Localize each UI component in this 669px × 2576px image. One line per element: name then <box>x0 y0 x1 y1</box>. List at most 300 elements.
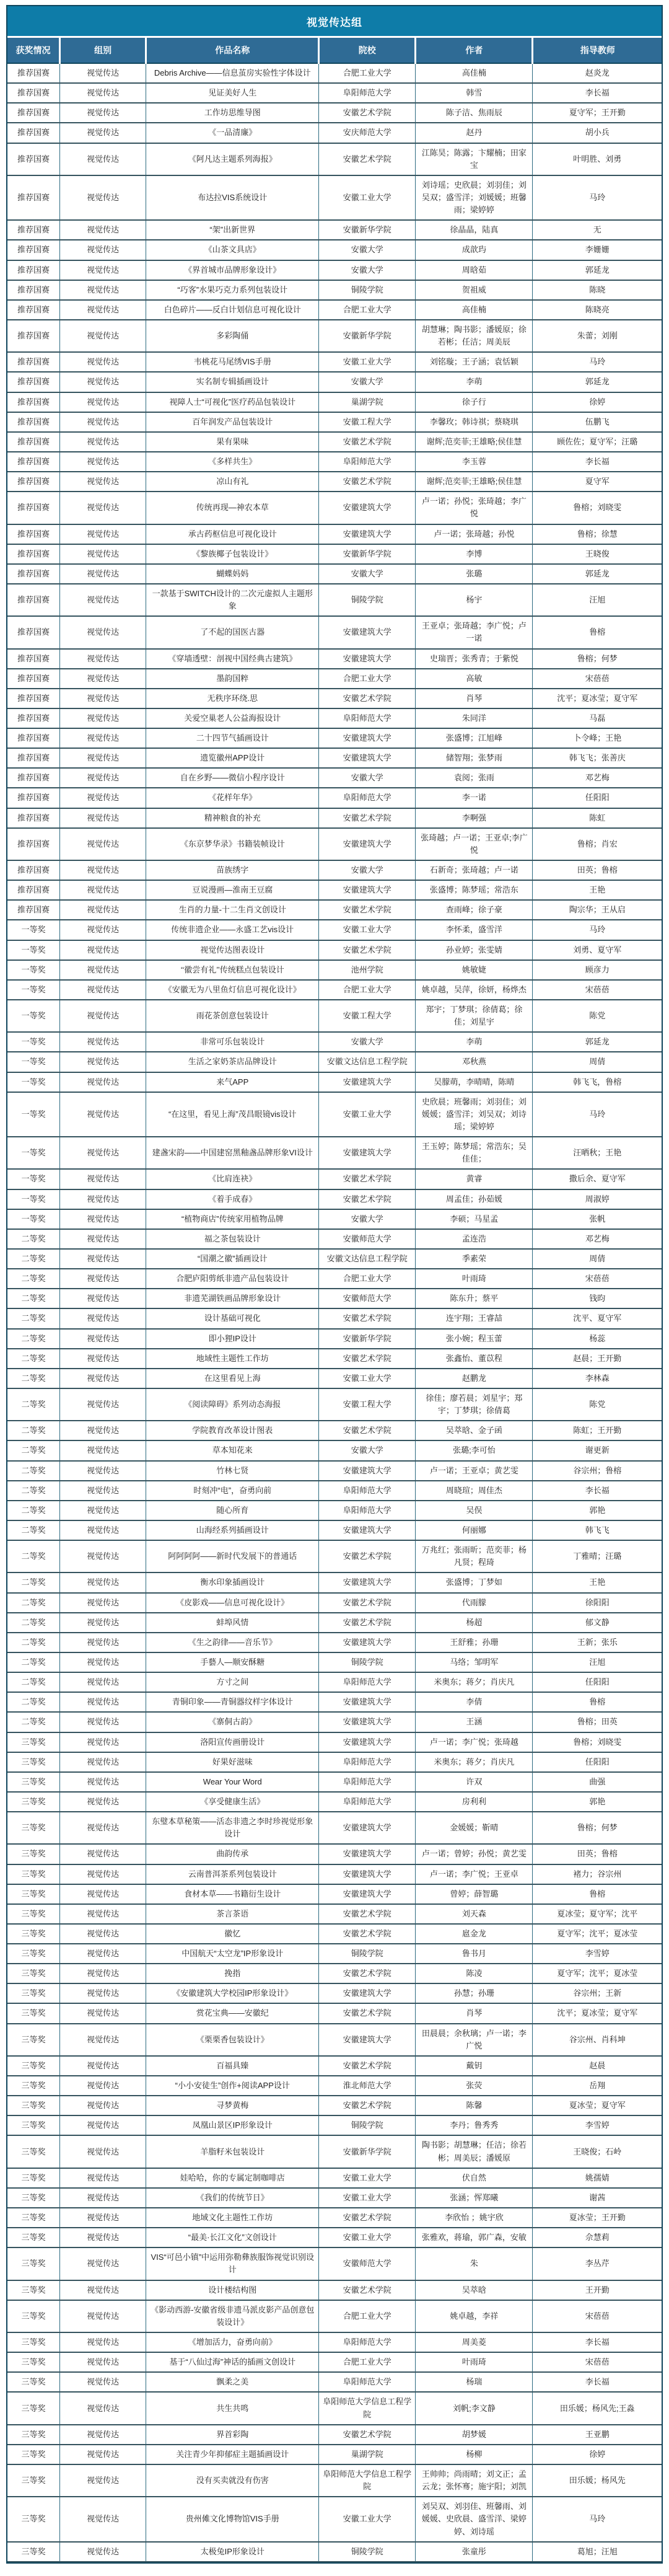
cell-category: 视觉传达 <box>59 320 146 352</box>
cell-category: 视觉传达 <box>59 123 146 143</box>
cell-school: 巢湖学院 <box>319 392 416 412</box>
cell-work: 精神粮食的补充 <box>146 808 319 828</box>
table-row <box>7 240 662 260</box>
cell-advisors: 王开勤 <box>533 2280 662 2300</box>
table-row <box>7 808 662 828</box>
cell-school: 铜陵学院 <box>319 1944 416 1964</box>
cell-category: 视觉传达 <box>59 1137 146 1169</box>
table-row <box>7 2247 662 2280</box>
cell-advisors: 褚力；谷宗州 <box>533 1864 662 1884</box>
cell-school: 安徽艺术学院 <box>319 2003 416 2023</box>
table-row <box>7 1964 662 1983</box>
table-row <box>7 920 662 940</box>
cell-category: 视觉传达 <box>59 1501 146 1520</box>
cell-work: 飘柔之美 <box>146 2372 319 2392</box>
table-row <box>7 2300 662 2332</box>
table-row <box>7 940 662 960</box>
cell-category: 视觉传达 <box>59 432 146 452</box>
cell-advisors: 谷宗州；王新 <box>533 1983 662 2003</box>
cell-authors: 陈子洁、焦雨辰 <box>416 103 533 123</box>
table-row <box>7 452 662 472</box>
cell-work: 《着手成春》 <box>146 1189 319 1209</box>
cell-advisors: 韩飞飞；张善庆 <box>533 748 662 768</box>
cell-work: 手藝人—顺安酥糖 <box>146 1652 319 1672</box>
cell-work: 遗览徽州APP设计 <box>146 748 319 768</box>
cell-authors: 代雨朦 <box>416 1593 533 1613</box>
cell-category: 视觉传达 <box>59 748 146 768</box>
cell-work: 草本知花来 <box>146 1440 319 1460</box>
cell-school: 铜陵学院 <box>319 2115 416 2135</box>
table-row <box>7 1732 662 1752</box>
cell-authors: 朱同洋 <box>416 708 533 728</box>
table-row <box>7 1501 662 1520</box>
table-row <box>7 524 662 544</box>
table-row <box>7 1772 662 1792</box>
cell-work: 没有买卖就没有伤害 <box>146 2464 319 2497</box>
cell-authors: 曾婷；薛智璐 <box>416 1884 533 1904</box>
cell-school: 安徽大学 <box>319 564 416 584</box>
cell-award: 推荐国赛 <box>7 492 59 524</box>
cell-work: 羊脂籽米包装设计 <box>146 2135 319 2168</box>
cell-category: 视觉传达 <box>59 300 146 320</box>
table-row <box>7 1092 662 1137</box>
cell-advisors: 顾彦力 <box>533 960 662 980</box>
cell-authors: 何丽娜 <box>416 1520 533 1540</box>
table-row <box>7 412 662 432</box>
cell-category: 视觉传达 <box>59 1520 146 1540</box>
cell-work: 竹林七贤 <box>146 1461 319 1481</box>
cell-school: 阜阳师范大学 <box>319 1672 416 1692</box>
cell-school: 安徽建筑大学 <box>319 1461 416 1481</box>
cell-advisors: 宋蓓蓓 <box>533 2352 662 2372</box>
cell-advisors: 沈平；夏冰莹；夏守军 <box>533 689 662 708</box>
cell-work: 《安徽无为八里鱼灯信息可视化设计》 <box>146 980 319 1000</box>
cell-school: 安徽新华学院 <box>319 320 416 352</box>
cell-work: 《穿墙透壁：剖视中国经典古建筑》 <box>146 649 319 669</box>
cell-category: 视觉传达 <box>59 1249 146 1269</box>
cell-advisors: 刘勇、夏守军 <box>533 940 662 960</box>
cell-work: 茶言茶语 <box>146 1904 319 1924</box>
cell-advisors: 田乐媛；杨风先 <box>533 2464 662 2497</box>
cell-work: 方寸之间 <box>146 1672 319 1692</box>
table-row <box>7 880 662 900</box>
cell-authors: 李玉蓉 <box>416 452 533 472</box>
cell-award: 推荐国赛 <box>7 748 59 768</box>
cell-category: 视觉传达 <box>59 452 146 472</box>
cell-advisors: 鲁榕 <box>533 1692 662 1712</box>
cell-award: 推荐国赛 <box>7 616 59 648</box>
cell-authors: 吴俣 <box>416 1501 533 1520</box>
cell-authors: 姚敏婕 <box>416 960 533 980</box>
cell-category: 视觉传达 <box>59 1712 146 1732</box>
cell-authors: 李丹；鲁秀秀 <box>416 2115 533 2135</box>
cell-work: 蝴蝶妈妈 <box>146 564 319 584</box>
cell-work: 《影动西游-安徽省级非遗马派皮影产品创意包装设计》 <box>146 2300 319 2332</box>
cell-advisors: 夏守军；沈平；夏冰莹 <box>533 1964 662 1983</box>
table-row <box>7 492 662 524</box>
cell-category: 视觉传达 <box>59 1329 146 1349</box>
cell-award: 一等奖 <box>7 1189 59 1209</box>
cell-award: 二等奖 <box>7 1481 59 1501</box>
cell-work: 洛阳宣传画册设计 <box>146 1732 319 1752</box>
cell-work: 见证美好人生 <box>146 83 319 103</box>
table-row <box>7 1072 662 1092</box>
cell-work: 生肖的力量-十二生肖文创设计 <box>146 900 319 920</box>
cell-category: 视觉传达 <box>59 1772 146 1792</box>
table-row <box>7 1540 662 1573</box>
cell-category: 视觉传达 <box>59 240 146 260</box>
cell-advisors: 郭延龙 <box>533 1032 662 1052</box>
cell-authors: 卢一诺；王亚卓；黄艺雯 <box>416 1461 533 1481</box>
cell-school: 铜陵学院 <box>319 584 416 616</box>
cell-advisors: 郭延龙 <box>533 260 662 280</box>
cell-work: 《界首城市品牌形象设计》 <box>146 260 319 280</box>
cell-category: 视觉传达 <box>59 1229 146 1249</box>
cell-award: 二等奖 <box>7 1672 59 1692</box>
cell-work: 果有果味 <box>146 432 319 452</box>
cell-authors: 胡梦媛 <box>416 2425 533 2445</box>
cell-award: 二等奖 <box>7 1692 59 1712</box>
cell-advisors: 韩飞飞，鲁榕 <box>533 1072 662 1092</box>
cell-advisors: 汪晒秋；王艳 <box>533 1137 662 1169</box>
cell-school: 安徽艺术学院 <box>319 1540 416 1573</box>
cell-category: 视觉传达 <box>59 1904 146 1924</box>
cell-award: 推荐国赛 <box>7 300 59 320</box>
cell-award: 三等奖 <box>7 2332 59 2352</box>
cell-award: 二等奖 <box>7 1593 59 1613</box>
cell-award: 三等奖 <box>7 1924 59 1944</box>
cell-advisors: 陶宗华；王从启 <box>533 900 662 920</box>
table-row <box>7 1369 662 1388</box>
cell-award: 推荐国赛 <box>7 352 59 372</box>
cell-school: 安徽工业大学 <box>319 2188 416 2208</box>
cell-category: 视觉传达 <box>59 1672 146 1692</box>
cell-authors: 李一诺 <box>416 788 533 808</box>
cell-advisors: 邓艺梅 <box>533 768 662 788</box>
cell-award: 推荐国赛 <box>7 649 59 669</box>
cell-award: 二等奖 <box>7 1520 59 1540</box>
cell-work: “国潮之徽”插画设计 <box>146 1249 319 1269</box>
cell-authors: 米奥东；蒋夕；肖庆凡 <box>416 1672 533 1692</box>
cell-authors: 扈金龙 <box>416 1924 533 1944</box>
cell-school: 阜阳师范大学信息工程学院 <box>319 2392 416 2424</box>
cell-work: 凤凰山景区IP形象设计 <box>146 2115 319 2135</box>
cell-category: 视觉传达 <box>59 920 146 940</box>
cell-school: 淮北师范大学 <box>319 2076 416 2096</box>
cell-award: 二等奖 <box>7 1613 59 1633</box>
cell-work: 地域性主题性工作坊 <box>146 1349 319 1369</box>
cell-authors: 杨柳 <box>416 2445 533 2464</box>
cell-advisors: 伍鹏飞 <box>533 412 662 432</box>
cell-authors: 卢一诺；曾婷；孙悦；黄艺雯 <box>416 1844 533 1864</box>
cell-award: 三等奖 <box>7 2542 59 2562</box>
cell-school: 安徽建筑大学 <box>319 649 416 669</box>
cell-advisors: 岳翔 <box>533 2076 662 2096</box>
cell-school: 阜阳师范大学信息工程学院 <box>319 2464 416 2497</box>
table-row <box>7 2352 662 2372</box>
cell-award: 二等奖 <box>7 1573 59 1592</box>
cell-authors: 戴钥 <box>416 2056 533 2076</box>
cell-award: 三等奖 <box>7 2115 59 2135</box>
table-row <box>7 1329 662 1349</box>
cell-award: 推荐国赛 <box>7 412 59 432</box>
cell-work: 《山茶文具店》 <box>146 240 319 260</box>
cell-advisors: 李长福 <box>533 2372 662 2392</box>
cell-category: 视觉传达 <box>59 2332 146 2352</box>
cell-school: 安徽建筑大学 <box>319 1732 416 1752</box>
cell-school: 安徽艺术学院 <box>319 1189 416 1209</box>
table-row <box>7 1844 662 1864</box>
cell-school: 安徽艺术学院 <box>319 1924 416 1944</box>
cell-school: 安徽建筑大学 <box>319 728 416 748</box>
cell-advisors: 宋蓓蓓 <box>533 980 662 1000</box>
cell-award: 推荐国赛 <box>7 83 59 103</box>
cell-work: “小小安徒生”创作+阅读APP设计 <box>146 2076 319 2096</box>
cell-award: 推荐国赛 <box>7 392 59 412</box>
cell-work: VIS“可邑小镇”中运用弥勒彝族服饰视觉识别设计 <box>146 2247 319 2280</box>
cell-school: 合肥工业大学 <box>319 669 416 689</box>
table-row <box>7 2392 662 2424</box>
table-row <box>7 860 662 880</box>
cell-category: 视觉传达 <box>59 1308 146 1328</box>
cell-school: 安徽艺术学院 <box>319 1169 416 1189</box>
cell-category: 视觉传达 <box>59 1421 146 1440</box>
cell-school: 安徽新华学院 <box>319 2135 416 2168</box>
cell-award: 三等奖 <box>7 1884 59 1904</box>
cell-authors: 陶书影；胡慧琳；任洁；徐若彬；周美辰；潘媛原 <box>416 2135 533 2168</box>
cell-category: 视觉传达 <box>59 808 146 828</box>
cell-work: 《阅读障碍》系列动态海报 <box>146 1388 319 1421</box>
cell-category: 视觉传达 <box>59 280 146 300</box>
cell-advisors: 鲁榕 <box>533 616 662 648</box>
cell-award: 三等奖 <box>7 2497 59 2541</box>
table-row <box>7 1032 662 1052</box>
cell-category: 视觉传达 <box>59 708 146 728</box>
cell-category: 视觉传达 <box>59 1652 146 1672</box>
cell-authors: 韩雪 <box>416 83 533 103</box>
cell-award: 二等奖 <box>7 1249 59 1269</box>
table-row <box>7 123 662 143</box>
cell-advisors: 周淑婷 <box>533 1189 662 1209</box>
table-row <box>7 1269 662 1289</box>
cell-school: 阜阳师范大学 <box>319 1752 416 1772</box>
table-row <box>7 1052 662 1072</box>
cell-authors: 高敏 <box>416 669 533 689</box>
cell-advisors: 朱蕾；刘刚 <box>533 320 662 352</box>
awards-table <box>7 38 662 2562</box>
cell-award: 推荐国赛 <box>7 452 59 472</box>
cell-work: 视觉传达图表设计 <box>146 940 319 960</box>
cell-advisors: 王艳 <box>533 880 662 900</box>
column-header-award: 获奖情况 <box>7 38 59 63</box>
cell-school: 安徽大学 <box>319 1440 416 1460</box>
cell-award: 推荐国赛 <box>7 372 59 392</box>
cell-award: 三等奖 <box>7 1944 59 1964</box>
cell-authors: 李馨玫；韩诗祺；蔡晓琪 <box>416 412 533 432</box>
cell-award: 三等奖 <box>7 1964 59 1983</box>
cell-award: 一等奖 <box>7 1137 59 1169</box>
cell-advisors: 杨蕊 <box>533 1329 662 1349</box>
cell-advisors: 陈晓 <box>533 280 662 300</box>
cell-award: 三等奖 <box>7 2076 59 2096</box>
cell-award: 一等奖 <box>7 920 59 940</box>
cell-authors: 房利利 <box>416 1792 533 1812</box>
cell-award: 推荐国赛 <box>7 788 59 808</box>
cell-advisors: 宋蓓蓓 <box>533 669 662 689</box>
table-row <box>7 2188 662 2208</box>
cell-work: 《我们的传统节日》 <box>146 2188 319 2208</box>
cell-advisors: 顾佐佐；夏守军；汪璐 <box>533 432 662 452</box>
cell-advisors: 韩飞飞 <box>533 1520 662 1540</box>
cell-category: 视觉传达 <box>59 980 146 1000</box>
cell-category: 视觉传达 <box>59 1032 146 1052</box>
cell-school: 安徽工业大学 <box>319 2497 416 2541</box>
cell-authors: 张盛博；江旭峰 <box>416 728 533 748</box>
cell-work: 太极兔IP形象设计 <box>146 2542 319 2562</box>
cell-advisors: 李雪婷 <box>533 2115 662 2135</box>
table-row <box>7 768 662 788</box>
cell-school: 安徽建筑大学 <box>319 1712 416 1732</box>
cell-category: 视觉传达 <box>59 260 146 280</box>
cell-authors: 杨超 <box>416 1613 533 1633</box>
cell-advisors: 谷宗州、肖科坤 <box>533 2024 662 2056</box>
table-row <box>7 175 662 220</box>
cell-advisors: 夏冰莹；夏守军 <box>533 2096 662 2115</box>
table-row <box>7 669 662 689</box>
cell-work: 合肥庐阳剪纸非遗产品包装设计 <box>146 1269 319 1289</box>
cell-award: 二等奖 <box>7 1369 59 1388</box>
table-row <box>7 2135 662 2168</box>
cell-authors: 袁阅；张雨 <box>416 768 533 788</box>
cell-award: 二等奖 <box>7 1421 59 1440</box>
table-row <box>7 564 662 584</box>
cell-category: 视觉传达 <box>59 1369 146 1388</box>
cell-award: 推荐国赛 <box>7 175 59 220</box>
table-row <box>7 1924 662 1944</box>
cell-category: 视觉传达 <box>59 2445 146 2464</box>
cell-work: 《一品清廉》 <box>146 123 319 143</box>
cell-authors: 鲁书月 <box>416 1944 533 1964</box>
cell-authors: 储智翔；张梦雨 <box>416 748 533 768</box>
cell-category: 视觉传达 <box>59 880 146 900</box>
table-row <box>7 392 662 412</box>
table-row <box>7 1169 662 1189</box>
cell-category: 视觉传达 <box>59 544 146 564</box>
cell-category: 视觉传达 <box>59 1072 146 1092</box>
cell-advisors: 马磊 <box>533 708 662 728</box>
cell-category: 视觉传达 <box>59 392 146 412</box>
cell-category: 视觉传达 <box>59 1983 146 2003</box>
table-row <box>7 372 662 392</box>
cell-authors: 杨宇 <box>416 584 533 616</box>
cell-authors: 刘铭璇；王子涵；袁恬颖 <box>416 352 533 372</box>
cell-advisors: 沈平；夏冰莹；夏守军 <box>533 2003 662 2023</box>
cell-award: 二等奖 <box>7 1712 59 1732</box>
cell-school: 安徽艺术学院 <box>319 143 416 175</box>
cell-authors: 李萌 <box>416 1032 533 1052</box>
cell-advisors: 汪旭 <box>533 584 662 616</box>
table-row <box>7 1884 662 1904</box>
cell-category: 视觉传达 <box>59 1944 146 1964</box>
cell-authors: 张童彤 <box>416 2542 533 2562</box>
cell-advisors: 谢更新 <box>533 1440 662 1460</box>
cell-advisors: 佘慧莉 <box>533 2228 662 2247</box>
cell-award: 二等奖 <box>7 1289 59 1308</box>
table-row <box>7 143 662 175</box>
cell-advisors: 赵晨；王开勤 <box>533 1349 662 1369</box>
cell-advisors: 赵炎龙 <box>533 63 662 83</box>
cell-award: 二等奖 <box>7 1540 59 1573</box>
cell-award: 二等奖 <box>7 1329 59 1349</box>
table-row <box>7 2497 662 2541</box>
cell-advisors: 周倩 <box>533 1052 662 1072</box>
cell-school: 安徽艺术学院 <box>319 808 416 828</box>
table-row <box>7 2228 662 2247</box>
cell-authors: 李硕；马星孟 <box>416 1209 533 1229</box>
cell-authors: 张鑫怡、董苡程 <box>416 1349 533 1369</box>
cell-advisors: 无 <box>533 220 662 240</box>
cell-school: 安徽师范大学 <box>319 2247 416 2280</box>
cell-category: 视觉传达 <box>59 2003 146 2023</box>
cell-work: 来气APP <box>146 1072 319 1092</box>
cell-category: 视觉传达 <box>59 1461 146 1481</box>
cell-category: 视觉传达 <box>59 2300 146 2332</box>
cell-work: 豆说漫画—淮南王豆腐 <box>146 880 319 900</box>
table-row <box>7 2542 662 2562</box>
cell-work: 曲韵传承 <box>146 1844 319 1864</box>
cell-authors: 杨瑞 <box>416 2372 533 2392</box>
cell-work: “架”出新世界 <box>146 220 319 240</box>
cell-school: 铜陵学院 <box>319 1652 416 1672</box>
cell-authors: 张盛博；丁梦如 <box>416 1573 533 1592</box>
cell-authors: 孙慧；孙珊 <box>416 1983 533 2003</box>
cell-work: 贵州傩文化博物馆VIS手册 <box>146 2497 319 2541</box>
cell-work: 福之茶包装设计 <box>146 1229 319 1249</box>
cell-work: 非遗芜湖铁画品牌形象设计 <box>146 1289 319 1308</box>
cell-authors: 谢辉;范奕菲;王雄略;侯佳慧 <box>416 432 533 452</box>
cell-school: 安徽艺术学院 <box>319 1421 416 1440</box>
cell-award: 三等奖 <box>7 2280 59 2300</box>
cell-work: 衡水印象插画设计 <box>146 1573 319 1592</box>
cell-school: 安徽建筑大学 <box>319 2024 416 2056</box>
table-row <box>7 828 662 860</box>
cell-school: 安徽文达信息工程学院 <box>319 1249 416 1269</box>
cell-work: 韦桃花马尾绣VIS手册 <box>146 352 319 372</box>
cell-school: 安徽建筑大学 <box>319 1520 416 1540</box>
cell-authors: 赵鹏龙 <box>416 1369 533 1388</box>
cell-category: 视觉传达 <box>59 1884 146 1904</box>
cell-authors: 郑宇；丁梦琪；徐倩葛；徐佳；刘星宇 <box>416 1000 533 1032</box>
cell-authors: 陈凌 <box>416 1964 533 1983</box>
cell-school: 安徽大学 <box>319 260 416 280</box>
cell-advisors: 徐阳阳 <box>533 1593 662 1613</box>
cell-award: 三等奖 <box>7 1792 59 1812</box>
table-row <box>7 472 662 492</box>
cell-award: 一等奖 <box>7 1169 59 1189</box>
cell-school: 巢湖学院 <box>319 2445 416 2464</box>
cell-work: 墨韵国粹 <box>146 669 319 689</box>
cell-school: 安徽建筑大学 <box>319 1072 416 1092</box>
cell-school: 池州学院 <box>319 960 416 980</box>
cell-school: 安徽艺术学院 <box>319 432 416 452</box>
cell-school: 安徽工程大学 <box>319 412 416 432</box>
table-row <box>7 2076 662 2096</box>
table-row <box>7 1633 662 1652</box>
cell-school: 安徽建筑大学 <box>319 492 416 524</box>
cell-work: 二十四节气插画设计 <box>146 728 319 748</box>
cell-authors: 黄睿 <box>416 1169 533 1189</box>
table-row <box>7 1520 662 1540</box>
